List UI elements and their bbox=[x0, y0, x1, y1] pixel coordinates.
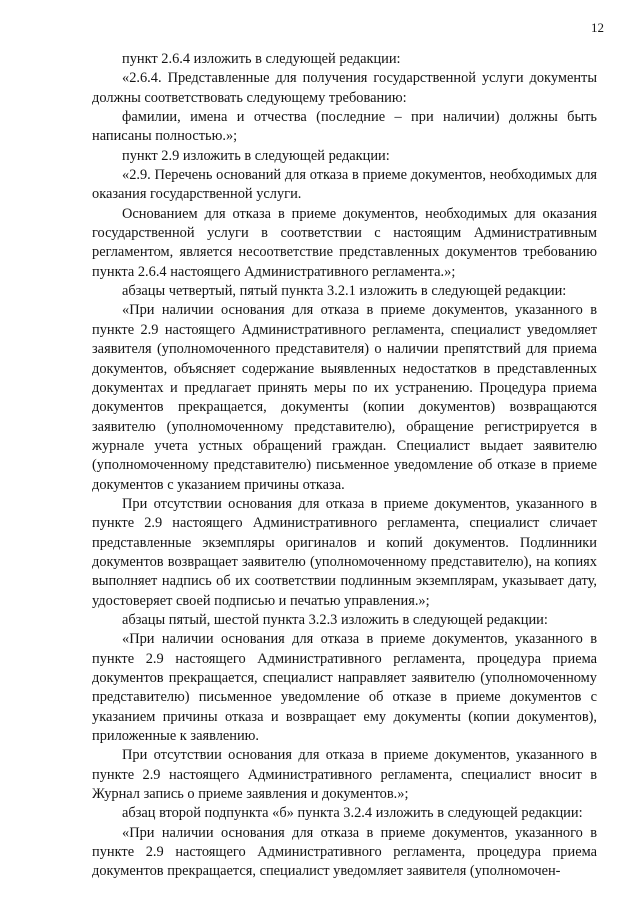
paragraph: «При наличии основания для отказа в приеме документов, указанного в пункте 2.9 настоящего Административного регламента, процедура приема документов прекращается, специалист направляет заявителю (уполномоченному представителю) письменное уведомление об отказе в приеме документов с указанием причины отказа и возвращает ему документы (копии документов), приложенные к заявлению. bbox=[92, 631, 597, 745]
paragraph: пункт 2.9 изложить в следующей редакции: bbox=[122, 147, 390, 164]
paragraph: абзацы пятый, шестой пункта 3.2.3 изложить в следующей редакции: bbox=[122, 611, 548, 628]
document-body bbox=[92, 50, 597, 882]
paragraph: При отсутствии основания для отказа в приеме документов, указанного в пункте 2.9 настоящего Административного регламента, специалист сличает представленные экземпляры оригиналов и копий документов. Подлинники документов возвращает заявителю (уполномоченному представителю), на копиях выполняет надпись об их соответствии подлинным экземплярам, указывает дату, удостоверяет своей подписью и печатью управления.»; bbox=[92, 495, 597, 609]
paragraph: абзацы четвертый, пятый пункта 3.2.1 изложить в следующей редакции: bbox=[122, 283, 567, 300]
paragraph: При отсутствии основания для отказа в приеме документов, указанного в пункте 2.9 настоящего Административного регламента, специалист вносит в Журнал запись о приеме заявления и документов.»; bbox=[92, 747, 597, 803]
paragraph: Основанием для отказа в приеме документов, необходимых для оказания государственной услуги в соответствии с настоящим Административным регламентом, является несоответствие представленных документов требованию пункта 2.6.4 настоящего Административного регламента.»; bbox=[92, 205, 597, 280]
paragraph: «2.6.4. Представленные для получения государственной услуги документы должны соответствовать следующему требованию: bbox=[92, 70, 597, 106]
paragraph: «2.9. Перечень оснований для отказа в приеме документов, необходимых для оказания государственной услуги. bbox=[92, 167, 597, 203]
paragraph: пункт 2.6.4 изложить в следующей редакции: bbox=[122, 51, 401, 67]
paragraph: фамилии, имена и отчества (последние – при наличии) должны быть написаны полностью.»; bbox=[92, 109, 597, 145]
paragraph: абзац второй подпункта «б» пункта 3.2.4 изложить в следующей редакции: bbox=[122, 805, 583, 822]
page-number: 12 bbox=[591, 20, 604, 35]
paragraph: «При наличии основания для отказа в приеме документов, указанного в пункте 2.9 настоящего Административного регламента, специалист уведомляет заявителя (уполномоченного представителя) о наличии препятствий для приема документов, объясняет содержание выявленных недостатков в представленных документах и предлагает принять меры по их устранению. Процедура приема документов прекращается, документы (копии документов) возвращаются заявителю (уполномоченному представителю), обращение регистрируется в журнале учета устных обращений граждан. Специалист выдает заявителю (уполномоченному представителю) письменное уведомление об отказе в приеме документов с указанием причины отказа. bbox=[92, 302, 597, 493]
paragraph: «При наличии основания для отказа в приеме документов, указанного в пункте 2.9 настоящего Административного регламента, процедура приема документов прекращается, специалист уведомляет заявителя (уполномочен- bbox=[92, 824, 597, 880]
